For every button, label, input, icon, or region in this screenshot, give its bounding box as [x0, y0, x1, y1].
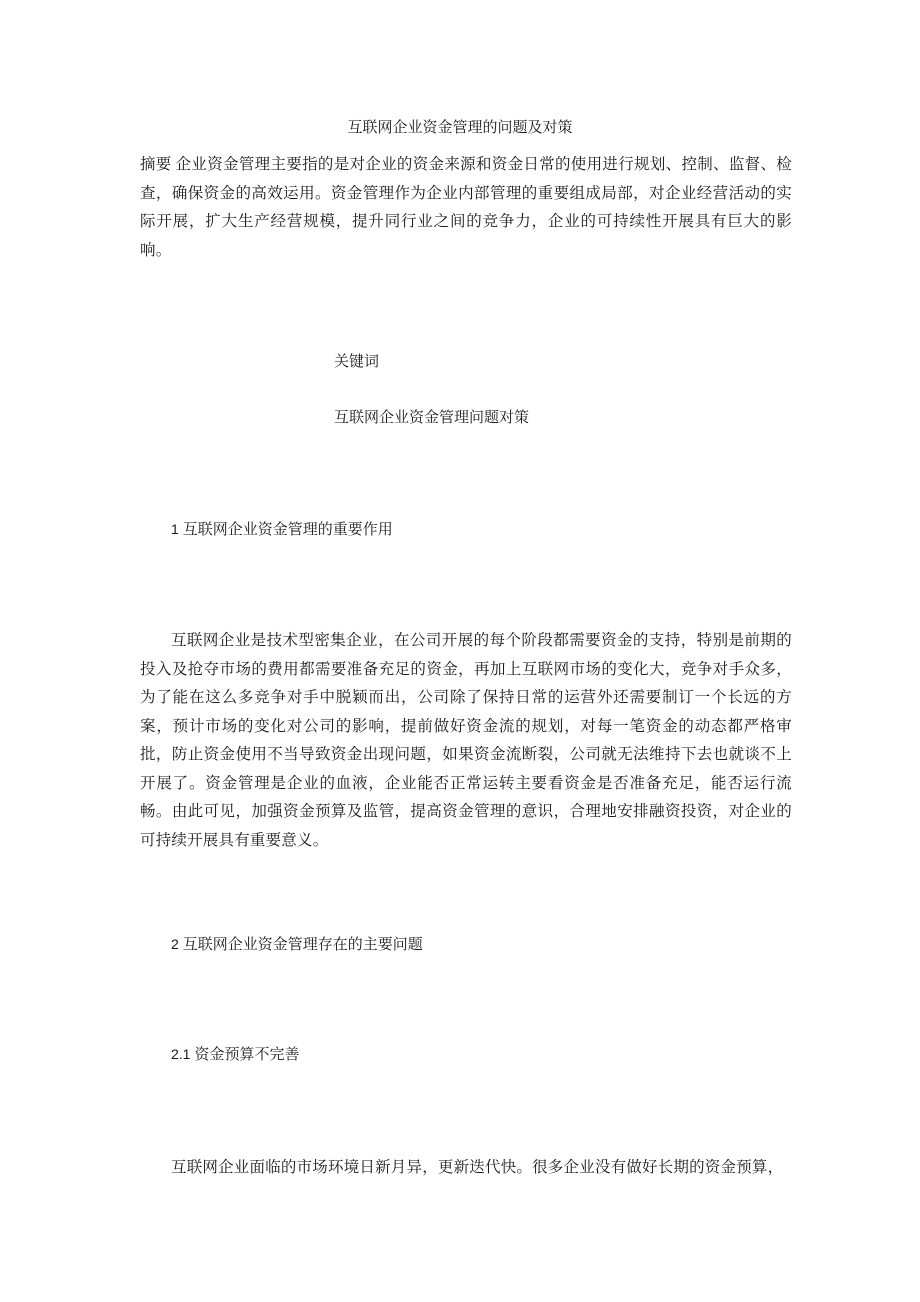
section-2-number: 2 [171, 936, 179, 952]
section-2-1-heading [171, 1043, 299, 1065]
keywords-values: 互联网企业资金管理问题对策 [334, 408, 530, 426]
section-2-heading [171, 933, 423, 955]
abstract-label: 摘要 [140, 155, 172, 173]
section-2-1-number: 2.1 [171, 1046, 191, 1062]
section-2-1-title: 资金预算不完善 [194, 1045, 300, 1063]
document-title: 互联网企业资金管理的问题及对策 [347, 118, 573, 136]
section-1-number: 1 [171, 521, 179, 537]
section-1-title: 互联网企业资金管理的重要作用 [182, 520, 393, 538]
abstract-text: 企业资金管理主要指的是对企业的资金来源和资金日常的使用进行规划、控制、监督、检查，确保资金的高效运用。资金管理作为企业内部管理的重要组成局部，对企业经营活动的实际开展，扩大生产经营规模，提升同行业之间的竞争力，企业的可持续性开展具有巨大的影响。 [140, 155, 792, 259]
section-1-paragraph: 互联网企业是技术型密集企业，在公司开展的每个阶段都需要资金的支持，特别是前期的投入及抢夺市场的费用都需要准备充足的资金，再加上互联网市场的变化大，竞争对手众多，为了能在这么多竞争对手中脱颖而出，公司除了保持日常的运营外还需要制订一个长远的方案，预计市场的变化对公司的影响，提前做好资金流的规划，对每一笔资金的动态都严格审批，防止资金使用不当导致资金出现问题，如果资金流断裂，公司就无法维持下去也就谈不上开展了。资金管理是企业的血液，企业能否正常运转主要看资金是否准备充足，能否运行流畅。由此可见，加强资金预算及监管，提高资金管理的意识，合理地安排融资投资，对企业的可持续开展具有重要意义。 [140, 631, 792, 849]
section-1-heading [171, 518, 393, 540]
section-2-title: 互联网企业资金管理存在的主要问题 [182, 935, 423, 953]
abstract-paragraph [140, 150, 792, 264]
section-2-1-paragraph: 互联网企业面临的市场环境日新月异，更新迭代快。很多企业没有做好长期的资金预算， [171, 1158, 784, 1176]
keywords-label: 关键词 [334, 352, 380, 370]
